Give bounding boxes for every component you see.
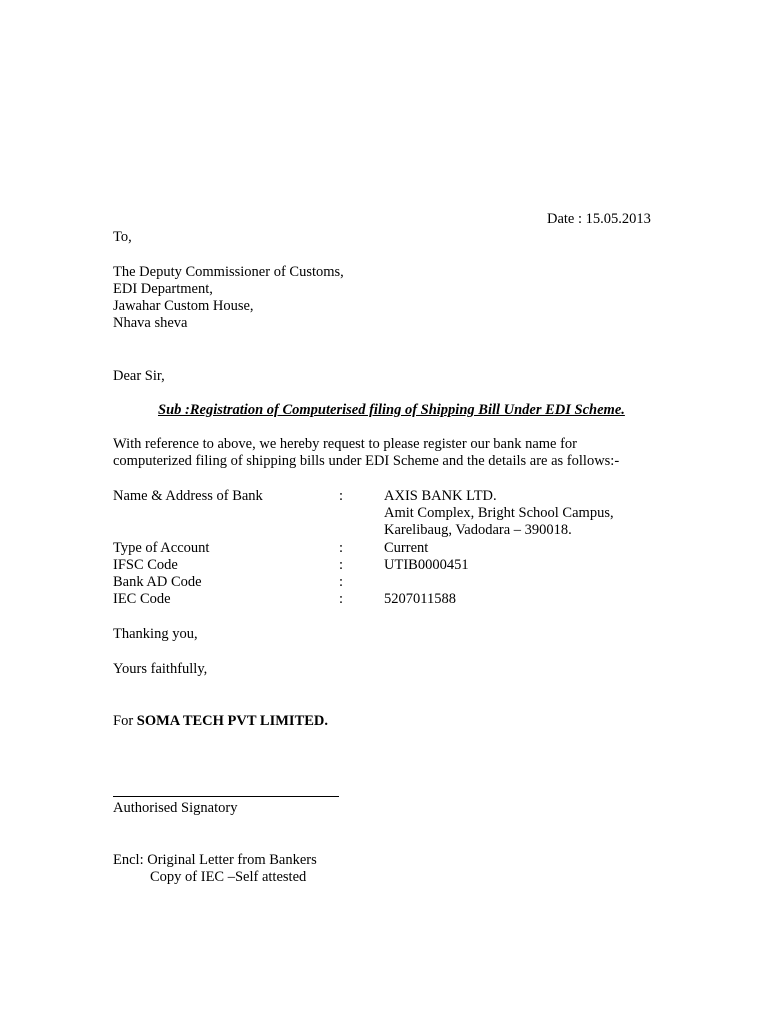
recipient-title: The Deputy Commissioner of Customs, xyxy=(113,264,344,280)
enclosure-line-2: Copy of IEC –Self attested xyxy=(150,869,307,885)
bank-ad-code-label: Bank AD Code xyxy=(113,574,202,590)
iec-code-value: 5207011588 xyxy=(384,591,456,607)
recipient-building: Jawahar Custom House, xyxy=(113,298,254,314)
bank-address-line-2: Karelibaug, Vadodara – 390018. xyxy=(384,522,572,538)
subject-line: Sub :Registration of Computerised filing of Shipping Bill Under EDI Scheme. xyxy=(158,402,625,418)
sign-off: Yours faithfully, xyxy=(113,661,208,677)
bank-ad-code-separator: : xyxy=(339,574,344,590)
salutation: Dear Sir, xyxy=(113,368,165,384)
enclosure-line-1: Encl: Original Letter from Bankers xyxy=(113,852,317,868)
account-type-value: Current xyxy=(384,540,429,556)
iec-code-label: IEC Code xyxy=(113,591,171,607)
to-label: To, xyxy=(113,229,132,245)
bank-name-label: Name & Address of Bank xyxy=(113,488,263,504)
account-type-label: Type of Account xyxy=(113,540,210,556)
signature-line xyxy=(113,796,339,797)
bank-name-value: AXIS BANK LTD. xyxy=(384,488,497,504)
account-type-separator: : xyxy=(339,540,344,556)
authorised-signatory: Authorised Signatory xyxy=(113,800,238,816)
bank-name-separator: : xyxy=(339,488,344,504)
recipient-location: Nhava sheva xyxy=(113,315,188,331)
company-name: SOMA TECH PVT LIMITED. xyxy=(136,713,329,729)
for-prefix: For xyxy=(113,713,137,729)
ifsc-value: UTIB0000451 xyxy=(384,557,469,573)
body-paragraph-line-1: With reference to above, we hereby request to please register our bank name for xyxy=(113,436,578,452)
recipient-department: EDI Department, xyxy=(113,281,213,297)
bank-address-line-1: Amit Complex, Bright School Campus, xyxy=(384,505,614,521)
iec-code-separator: : xyxy=(339,591,344,607)
thanks-line: Thanking you, xyxy=(113,626,198,642)
ifsc-separator: : xyxy=(339,557,344,573)
body-paragraph-line-2: computerized filing of shipping bills under EDI Scheme and the details are as follows:- xyxy=(113,453,620,469)
for-company-line xyxy=(113,713,328,730)
ifsc-label: IFSC Code xyxy=(113,557,178,573)
letter-date: Date : 15.05.2013 xyxy=(547,211,651,227)
